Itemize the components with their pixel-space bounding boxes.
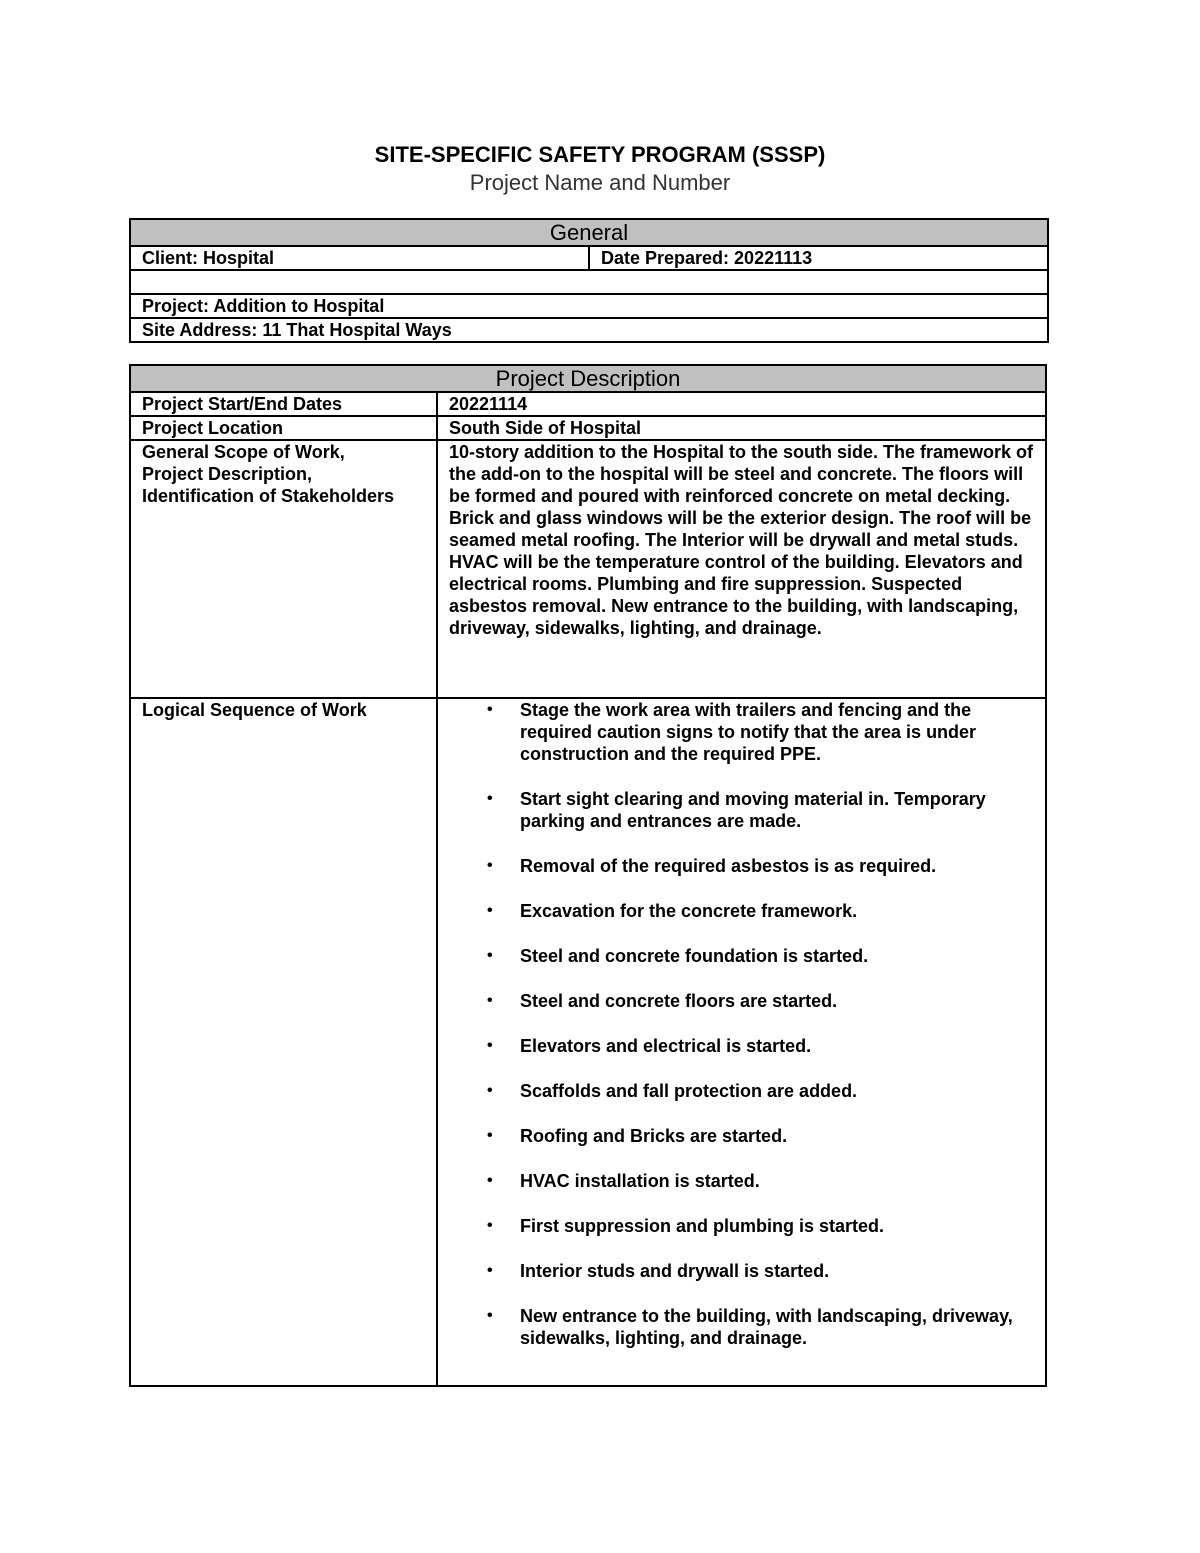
list-item <box>449 855 1045 877</box>
bullet-icon: • <box>487 857 493 874</box>
list-item-text: Steel and concrete foundation is started. <box>520 946 869 966</box>
list-item-text: First suppression and plumbing is started. <box>520 1216 885 1236</box>
document-title: SITE-SPECIFIC SAFETY PROGRAM (SSSP) <box>374 142 826 167</box>
date-prepared-cell: Date Prepared: 20221113 <box>589 246 1048 270</box>
bullet-icon: • <box>487 1082 493 1099</box>
list-item <box>449 1305 1045 1349</box>
document-subtitle: Project Name and Number <box>469 170 731 195</box>
site-address-cell: Site Address: 11 That Hospital Ways <box>130 318 1048 342</box>
list-item-text: Roofing and Bricks are started. <box>520 1126 788 1146</box>
list-item-text: Scaffolds and fall protection are added. <box>520 1081 858 1101</box>
empty-row-cell <box>130 270 1048 294</box>
scope-label-line-2: Project Description, <box>142 464 313 484</box>
location-value: South Side of Hospital <box>437 416 1046 440</box>
list-item <box>449 1080 1045 1102</box>
project-description-table <box>129 364 1047 1387</box>
client-cell: Client: Hospital <box>130 246 589 270</box>
scope-label-line-3: Identification of Stakeholders <box>142 486 395 506</box>
general-table <box>129 218 1049 343</box>
sequence-label: Logical Sequence of Work <box>130 698 437 1386</box>
list-item <box>449 900 1045 922</box>
bullet-icon: • <box>487 1217 493 1234</box>
project-description-heading: Project Description <box>130 365 1046 392</box>
list-item <box>449 699 1045 765</box>
list-item-text: Start sight clearing and moving material in. Temporary parking and entrances are made. <box>520 789 986 831</box>
list-item-text: HVAC installation is started. <box>520 1171 760 1191</box>
bullet-icon: • <box>487 790 493 807</box>
list-item-text: New entrance to the building, with landscaping, driveway, sidewalks, lighting, and drainage. <box>520 1306 1013 1348</box>
location-label: Project Location <box>130 416 437 440</box>
project-cell: Project: Addition to Hospital <box>130 294 1048 318</box>
list-item <box>449 1125 1045 1147</box>
list-item <box>449 990 1045 1012</box>
bullet-icon: • <box>487 947 493 964</box>
list-item-text: Stage the work area with trailers and fencing and the required caution signs to notify that the area is under construction and the required PPE. <box>520 700 977 764</box>
sequence-list <box>449 699 1045 1349</box>
sequence-cell <box>437 698 1046 1386</box>
list-item-text: Elevators and electrical is started. <box>520 1036 812 1056</box>
bullet-icon: • <box>487 1172 493 1189</box>
list-item-text: Removal of the required asbestos is as required. <box>520 856 937 876</box>
bullet-icon: • <box>487 1037 493 1054</box>
bullet-icon: • <box>487 1127 493 1144</box>
general-heading: General <box>130 219 1048 246</box>
list-item <box>449 788 1045 832</box>
bullet-icon: • <box>487 1307 493 1324</box>
bullet-icon: • <box>487 701 493 718</box>
list-item <box>449 1170 1045 1192</box>
start-end-label: Project Start/End Dates <box>130 392 437 416</box>
bullet-icon: • <box>487 1262 493 1279</box>
bullet-icon: • <box>487 992 493 1009</box>
start-end-value: 20221114 <box>437 392 1046 416</box>
list-item <box>449 1215 1045 1237</box>
list-item-text: Interior studs and drywall is started. <box>520 1261 830 1281</box>
list-item-text: Excavation for the concrete framework. <box>520 901 858 921</box>
scope-label-line-1: General Scope of Work, <box>142 442 345 462</box>
bullet-icon: • <box>487 902 493 919</box>
scope-value: 10-story addition to the Hospital to the south side. The framework of the add-on to the hospital will be steel and concrete. The floors will be formed and poured with reinforced concrete on metal decking. Brick and glass windows will be the exterior design. The roof will be seamed metal roofing. The Interior will be drywall and metal studs. HVAC will be the temperature control of the building. Elevators and electrical rooms. Plumbing and fire suppression. Suspected asbestos removal. New entrance to the building, with landscaping, driveway, sidewalks, lighting, and drainage. <box>437 440 1046 698</box>
list-item <box>449 1260 1045 1282</box>
list-item <box>449 1035 1045 1057</box>
list-item <box>449 945 1045 967</box>
scope-label <box>130 440 437 698</box>
list-item-text: Steel and concrete floors are started. <box>520 991 838 1011</box>
